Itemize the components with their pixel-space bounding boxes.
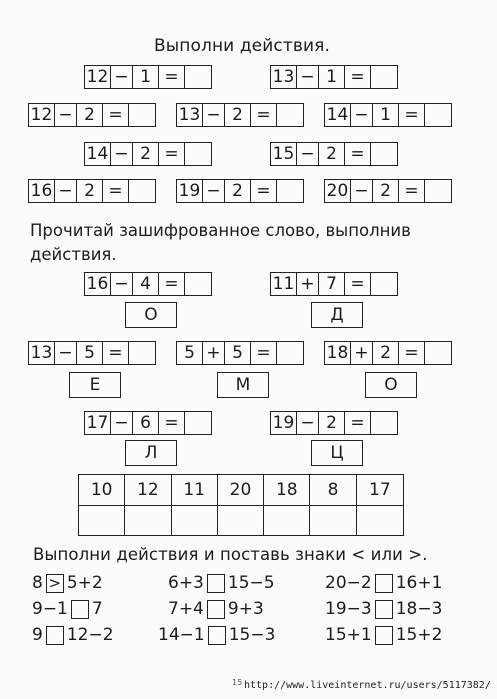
cipher-equation <box>324 341 452 365</box>
cipher-letter: Ц <box>311 440 363 466</box>
answer-cell[interactable] <box>371 412 397 434</box>
equals-sign: = <box>159 412 185 434</box>
compare-right: 16+1 <box>395 573 443 593</box>
compare-left: 19−3 <box>325 599 372 619</box>
comparison-item <box>32 572 103 594</box>
comparison-item <box>32 624 114 646</box>
operator: − <box>297 66 319 88</box>
answer-cell[interactable] <box>277 342 303 364</box>
equals-sign: = <box>103 104 129 126</box>
answer-cell[interactable] <box>185 143 211 165</box>
operand-b: 2 <box>225 180 251 202</box>
equals-sign: = <box>103 180 129 202</box>
operand-b: 5 <box>77 342 103 364</box>
cipher-equation <box>176 341 304 365</box>
operand-b: 7 <box>319 273 345 295</box>
decode-table <box>78 474 404 536</box>
equals-sign: = <box>345 66 371 88</box>
answer-cell[interactable] <box>425 342 451 364</box>
compare-sign-box[interactable] <box>375 600 393 619</box>
equation-box <box>84 142 212 166</box>
cipher-equation <box>270 272 398 296</box>
compare-left: 7+4 <box>168 599 204 619</box>
operator: − <box>297 412 319 434</box>
answer-cell[interactable] <box>129 180 155 202</box>
compare-sign-box[interactable] <box>71 600 89 619</box>
table-letter-cell[interactable] <box>264 506 310 535</box>
compare-sign-box[interactable] <box>46 626 64 645</box>
operand-b: 2 <box>373 180 399 202</box>
compare-right: 15+2 <box>395 625 443 645</box>
compare-sign-box[interactable]: > <box>46 574 64 593</box>
compare-sign-box[interactable] <box>207 600 225 619</box>
compare-sign-box[interactable] <box>375 626 393 645</box>
operand-a: 18 <box>325 342 351 364</box>
operand-a: 5 <box>177 342 203 364</box>
compare-right: 12−2 <box>66 625 114 645</box>
operand-a: 13 <box>271 66 297 88</box>
table-letter-cell[interactable] <box>172 506 218 535</box>
operator: − <box>111 412 133 434</box>
operand-a: 12 <box>85 66 111 88</box>
equation-box <box>324 179 452 203</box>
cipher-letter: Д <box>311 302 363 328</box>
cipher-letter: О <box>125 302 177 328</box>
equation-box <box>324 103 452 127</box>
equation-box <box>270 65 398 89</box>
cipher-letter: О <box>365 372 417 398</box>
operator: − <box>351 180 373 202</box>
comparison-item <box>325 572 442 594</box>
operand-b: 1 <box>319 66 345 88</box>
comparison-item <box>168 598 264 620</box>
operand-a: 19 <box>271 412 297 434</box>
answer-cell[interactable] <box>277 180 303 202</box>
table-number-cell: 20 <box>218 475 264 506</box>
operand-a: 13 <box>29 342 55 364</box>
cipher-letter: Л <box>125 440 177 466</box>
operand-b: 1 <box>133 66 159 88</box>
operand-a: 16 <box>29 180 55 202</box>
equation-box <box>28 179 156 203</box>
operand-a: 16 <box>85 273 111 295</box>
operand-a: 17 <box>85 412 111 434</box>
operand-a: 19 <box>177 180 203 202</box>
equals-sign: = <box>345 412 371 434</box>
comparison-item <box>158 624 275 646</box>
compare-sign-box[interactable] <box>208 626 226 645</box>
equals-sign: = <box>103 342 129 364</box>
compare-sign-box[interactable] <box>207 574 225 593</box>
table-letter-cell[interactable] <box>125 506 171 535</box>
compare-left: 9 <box>32 625 43 645</box>
operand-a: 14 <box>325 104 351 126</box>
compare-left: 9−1 <box>32 599 68 619</box>
equals-sign: = <box>399 342 425 364</box>
operator: + <box>203 342 225 364</box>
operator: − <box>203 180 225 202</box>
equation-box <box>176 103 304 127</box>
answer-cell[interactable] <box>371 66 397 88</box>
equals-sign: = <box>399 180 425 202</box>
answer-cell[interactable] <box>425 180 451 202</box>
operand-b: 4 <box>133 273 159 295</box>
table-letter-cell[interactable] <box>79 506 125 535</box>
equation-box <box>176 179 304 203</box>
source-url: http://www.liveinternet.ru/users/5117382/ <box>244 680 491 691</box>
section-title-1: Выполни действия. <box>154 36 330 56</box>
table-letter-cell[interactable] <box>218 506 264 535</box>
equals-sign: = <box>159 66 185 88</box>
operator: − <box>351 104 373 126</box>
operand-a: 15 <box>271 143 297 165</box>
answer-cell[interactable] <box>371 273 397 295</box>
answer-cell[interactable] <box>185 412 211 434</box>
operand-b: 2 <box>319 412 345 434</box>
operator: − <box>297 143 319 165</box>
comparison-item <box>32 598 103 620</box>
operator: − <box>55 104 77 126</box>
section-title-2: Прочитай зашифрованное слово, выполнив действия. <box>30 221 411 264</box>
operand-a: 14 <box>85 143 111 165</box>
operator: − <box>203 104 225 126</box>
operator: − <box>111 66 133 88</box>
table-number-cell: 18 <box>264 475 310 506</box>
compare-left: 14−1 <box>158 625 205 645</box>
compare-right: 15−3 <box>228 625 276 645</box>
operator: − <box>55 342 77 364</box>
operand-b: 2 <box>77 104 103 126</box>
operand-b: 1 <box>373 104 399 126</box>
section-title-3: Выполни действия и поставь знаки < или >. <box>33 545 428 564</box>
table-number-cell: 17 <box>357 475 403 506</box>
comparison-item <box>168 572 275 594</box>
operand-b: 2 <box>77 180 103 202</box>
operator: + <box>351 342 373 364</box>
compare-right: 18−3 <box>395 599 443 619</box>
compare-right: 15−5 <box>227 573 275 593</box>
cipher-equation <box>28 341 156 365</box>
answer-cell[interactable] <box>277 104 303 126</box>
operand-b: 2 <box>373 342 399 364</box>
answer-cell[interactable] <box>129 342 155 364</box>
comparison-item <box>325 598 442 620</box>
comparison-item <box>325 624 442 646</box>
answer-cell[interactable] <box>425 104 451 126</box>
equation-box <box>28 103 156 127</box>
operator: + <box>297 273 319 295</box>
operand-b: 2 <box>133 143 159 165</box>
table-number-cell: 11 <box>172 475 218 506</box>
compare-right: 5+2 <box>66 573 103 593</box>
cipher-letter: Е <box>69 372 121 398</box>
compare-left: 15+1 <box>325 625 372 645</box>
compare-sign-box[interactable] <box>375 574 393 593</box>
compare-right: 9+3 <box>227 599 264 619</box>
table-letter-cell[interactable] <box>357 506 403 535</box>
cipher-letter: М <box>217 372 269 398</box>
operand-a: 13 <box>177 104 203 126</box>
compare-left: 6+3 <box>168 573 204 593</box>
operand-a: 12 <box>29 104 55 126</box>
compare-right: 7 <box>91 599 103 619</box>
operand-b: 2 <box>225 104 251 126</box>
cipher-equation <box>270 411 398 435</box>
page-number: 15 <box>232 678 243 687</box>
operand-b: 5 <box>225 342 251 364</box>
equals-sign: = <box>251 342 277 364</box>
answer-cell[interactable] <box>371 143 397 165</box>
answer-cell[interactable] <box>185 66 211 88</box>
answer-cell[interactable] <box>185 273 211 295</box>
table-letter-cell[interactable] <box>310 506 356 535</box>
equals-sign: = <box>251 180 277 202</box>
table-number-cell: 12 <box>125 475 171 506</box>
equals-sign: = <box>345 143 371 165</box>
equation-box <box>84 65 212 89</box>
equals-sign: = <box>251 104 277 126</box>
compare-left: 20−2 <box>325 573 372 593</box>
operator: − <box>111 143 133 165</box>
equals-sign: = <box>159 143 185 165</box>
operand-a: 11 <box>271 273 297 295</box>
equals-sign: = <box>345 273 371 295</box>
operand-b: 6 <box>133 412 159 434</box>
operator: − <box>111 273 133 295</box>
operator: − <box>55 180 77 202</box>
equals-sign: = <box>159 273 185 295</box>
cipher-equation <box>84 272 212 296</box>
operand-a: 20 <box>325 180 351 202</box>
cipher-equation <box>84 411 212 435</box>
compare-left: 8 <box>32 573 43 593</box>
equals-sign: = <box>399 104 425 126</box>
table-number-cell: 8 <box>310 475 356 506</box>
answer-cell[interactable] <box>129 104 155 126</box>
table-number-cell: 10 <box>79 475 125 506</box>
operand-b: 2 <box>319 143 345 165</box>
equation-box <box>270 142 398 166</box>
